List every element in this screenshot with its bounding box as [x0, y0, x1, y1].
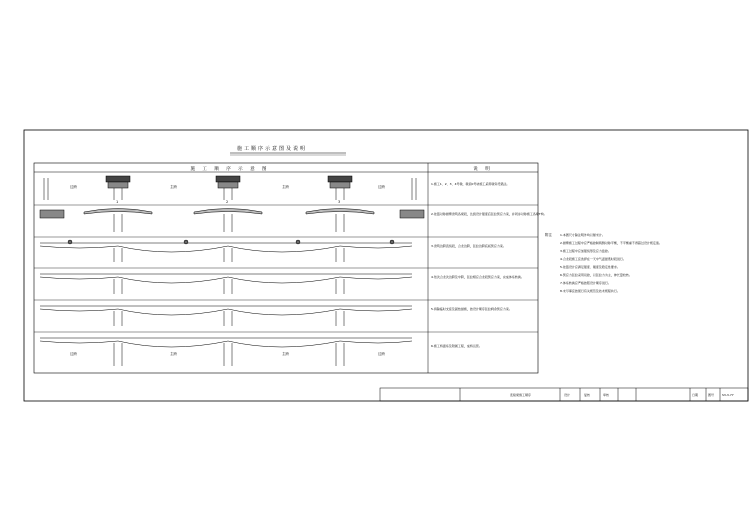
drawing-name: 连续梁施工顺序 — [510, 393, 532, 397]
general-notes-title: 附注 — [545, 233, 552, 237]
stage-3-diagram — [40, 240, 412, 262]
general-note: 4.合龙段施工宜选择在一天中气温最低时段进行。 — [560, 257, 626, 261]
general-note: 7.体系转换应严格按照设计顺序进行。 — [560, 281, 611, 285]
span-label: 边跨 — [378, 352, 385, 356]
stage-6-labels — [70, 351, 386, 356]
span-label: 边跨 — [70, 352, 77, 356]
span-label: 主跨 — [282, 185, 289, 189]
stage-1-note: 1.施工1、2、3、4号墩，墩顶0号块施工采用墩旁托架法。 — [431, 182, 510, 186]
span-label: 主跨 — [282, 352, 289, 356]
stage-4-diagram — [40, 274, 412, 294]
construction-sequence-table — [34, 163, 538, 373]
date-label: 日期 — [692, 393, 699, 397]
general-note: 6.预应力张拉采用双控，以张拉力为主，伸长量校核。 — [560, 273, 632, 277]
span-label: 边跨 — [378, 185, 385, 189]
span-label: 主跨 — [170, 185, 177, 189]
stage-3-note: 3.浇筑边跨直线段，合龙边跨，张拉边跨底板预应力束。 — [431, 244, 506, 248]
general-note: 8.未尽事宜按现行有关规范及技术规程执行。 — [560, 289, 620, 293]
stage-6-diagram — [40, 338, 412, 366]
pier-label: 3 — [338, 200, 341, 204]
pier-label: 1 — [116, 200, 119, 204]
note-column-header: 说 明 — [473, 167, 493, 172]
span-label: 边跨 — [70, 185, 77, 189]
general-note: 5.挂篮设计应满足强度、刚度及稳定性要求。 — [560, 265, 620, 269]
design-label: 设计 — [564, 393, 571, 397]
drawing-title: 施工顺序示意图及说明 — [236, 146, 308, 152]
pier-label: 2 — [226, 200, 229, 204]
stage-5-note: 5.拆除临时支座及固结措施，按设计顺序张拉剩余预应力束。 — [431, 307, 512, 311]
stage-2-diagram — [40, 209, 424, 233]
diagram-column-header: 施 工 顺 序 示 意 图 — [190, 167, 270, 172]
drawing-border — [24, 130, 748, 401]
drawing-number: S3-3-77 — [722, 393, 734, 397]
review-label: 复核 — [584, 393, 591, 397]
sheet-label: 图号 — [708, 393, 715, 397]
general-note: 1.本图尺寸除注明外均以厘米计。 — [560, 233, 605, 237]
general-note: 3.施工过程中应加强线形及应力监控。 — [560, 249, 611, 253]
stage-6-note: 6.施工桥面系及附属工程，成桥运营。 — [431, 344, 482, 348]
stage-2-note: 2.挂篮对称悬臂浇筑各梁段，达到设计强度后张拉预应力束，并同步对称施工各墩T构。 — [431, 212, 547, 216]
general-note: 2.悬臂施工过程中应严格控制两侧对称平衡，不平衡重不得超过设计规定值。 — [560, 241, 662, 245]
span-label: 主跨 — [170, 352, 177, 356]
title-block-text — [510, 392, 734, 397]
check-label: 审核 — [603, 393, 610, 397]
general-notes — [545, 232, 662, 293]
stage-5-diagram — [40, 306, 412, 326]
stage-4-note: 4.依次合龙次边跨及中跨，张拉相应合龙段预应力束，完成体系转换。 — [431, 275, 524, 279]
stage-1-diagram — [44, 176, 416, 200]
